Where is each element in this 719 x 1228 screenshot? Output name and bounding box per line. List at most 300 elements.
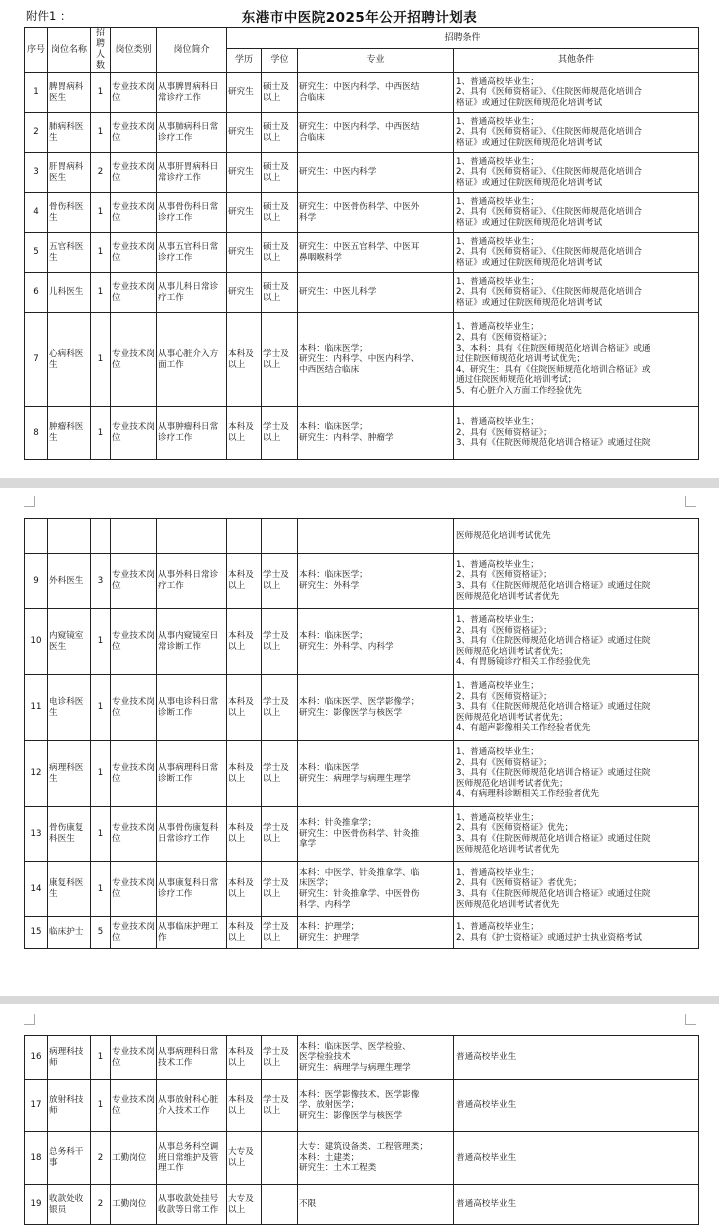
cell-major-line: 合临床 — [299, 132, 325, 143]
cell-degree: 硕士及以上 — [262, 233, 298, 273]
cell-hire-count: 1 — [91, 609, 111, 675]
cell-description: 从事病理科日常技术工作 — [157, 1036, 227, 1080]
cell-other-conditions-line: 格证》或通过住院医师规范化培训考试 — [456, 97, 603, 108]
cell-seq: 15 — [25, 917, 48, 949]
page-1 — [0, 0, 719, 478]
cell-major-line: 本科：临床医学； — [299, 570, 368, 581]
cell-hire-count: 2 — [91, 1185, 111, 1225]
cell-education: 大专及以上 — [227, 1132, 262, 1185]
cell-other-conditions-line: 1、普通高校毕业生； — [456, 747, 539, 758]
cell-seq: 19 — [25, 1185, 48, 1225]
header-education: 学历 — [227, 49, 262, 73]
cell-position-name: 放射科技师 — [48, 1080, 91, 1132]
cell-hire-count: 1 — [91, 407, 111, 460]
header-degree: 学位 — [262, 49, 298, 73]
cell-description: 从事心脏介入方面工作 — [157, 313, 227, 407]
cell-other-conditions — [454, 807, 699, 862]
cell-description: 从事内窥镜室日常诊断工作 — [157, 609, 227, 675]
cell-other-conditions-line: 4、有超声影像相关工作经验者优先 — [456, 723, 591, 734]
table-row — [25, 153, 699, 193]
cell-description: 从事脾胃病科日常诊疗工作 — [157, 73, 227, 113]
cell-major-line: 大专：建筑设备类、工程管理类； — [299, 1142, 428, 1153]
cell-other-conditions-line: 3、具有《住院医师规范化培训合格证》或通过住院 — [456, 834, 651, 844]
cell-category: 专业技术岗位 — [111, 113, 157, 153]
cell-position-name: 外科医生 — [48, 554, 91, 609]
cell-category: 工勤岗位 — [111, 1185, 157, 1225]
cell-seq: 7 — [25, 313, 48, 407]
cell-category: 专业技术岗位 — [111, 407, 157, 460]
cell-position-name: 电诊科医生 — [48, 675, 91, 741]
cell-major — [298, 313, 454, 407]
cell-category: 专业技术岗位 — [111, 153, 157, 193]
cell-degree: 硕士及以上 — [262, 73, 298, 113]
cell-other-conditions-line: 格证》或通过住院医师规范化培训考试 — [456, 217, 603, 228]
table-row — [25, 807, 699, 862]
cell-degree: 硕士及以上 — [262, 193, 298, 233]
cell-major-line: 研究生：中医内科学、中西医结 — [299, 121, 420, 132]
cell-other-conditions-line: 4、有病理科诊断相关工作经验者优先 — [456, 789, 599, 800]
cell-hire-count: 3 — [91, 554, 111, 609]
cell-education: 本科及以上 — [227, 675, 262, 741]
table-row — [25, 609, 699, 675]
cell-major-line: 中西医结合临床 — [299, 364, 360, 375]
cell-major-line: 科学 — [299, 212, 317, 223]
cell-hire-count: 1 — [91, 675, 111, 741]
cell-education: 研究生 — [227, 153, 262, 193]
cell-other-conditions — [454, 554, 699, 609]
cell-major-line: 研究生：中医内科学、中西医结 — [299, 81, 420, 92]
cell-other-conditions-line: 3、具有《住院医师规范化培训合格证》或通过住院 — [456, 636, 651, 647]
cell-position-name: 骨伤康复科医生 — [48, 807, 91, 862]
cell-other-conditions-line: 2、具有《医师资格证》； — [456, 625, 552, 636]
cell-major-line: 学、放射医学； — [299, 1100, 360, 1111]
cell-major — [298, 407, 454, 460]
cell-other-conditions — [454, 407, 699, 460]
cell-major-line: 本科：临床医学； — [299, 343, 368, 354]
cell-other-conditions-line: 医师规范化培训考试优先 — [456, 530, 551, 541]
cell-major — [298, 519, 454, 554]
cell-major-line: 研究生：内科学、中医内科学、 — [299, 354, 420, 365]
cell-education: 本科及以上 — [227, 862, 262, 917]
table-row — [25, 1036, 699, 1080]
crop-mark — [24, 1014, 35, 1025]
cell-other-conditions-line: 1、普通高校毕业生； — [456, 196, 539, 207]
cell-hire-count: 5 — [91, 917, 111, 949]
cell-description: 从事康复科日常诊疗工作 — [157, 862, 227, 917]
header-position-name: 岗位名称 — [48, 28, 91, 73]
cell-education: 本科及以上 — [227, 609, 262, 675]
cell-degree: 硕士及以上 — [262, 113, 298, 153]
header-seq: 序号 — [25, 28, 48, 73]
cell-major-line: 研究生：内科学、肿瘤学 — [299, 433, 394, 443]
cell-other-conditions-line: 2、具有《医师资格证》、《住院医师规范化培训合 — [456, 167, 642, 178]
cell-seq: 10 — [25, 609, 48, 675]
cell-seq: 17 — [25, 1080, 48, 1132]
recruitment-table-page-3 — [24, 1035, 699, 1225]
cell-other-conditions-line: 1、普通高校毕业生； — [456, 867, 539, 878]
cell-hire-count: 2 — [91, 1132, 111, 1185]
cell-hire-count: 1 — [91, 113, 111, 153]
cell-other-conditions — [454, 73, 699, 113]
cell-other-conditions-line: 格证》或通过住院医师规范化培训考试 — [456, 257, 603, 268]
cell-major-line: 医学检验技术 — [299, 1052, 351, 1063]
cell-other-conditions-line: 1、普通高校毕业生； — [456, 156, 539, 167]
cell-seq: 6 — [25, 273, 48, 313]
header-hire-count: 招聘人数 — [91, 28, 111, 73]
cell-other-conditions-line: 普通高校毕业生 — [456, 1199, 517, 1210]
cell-major-line: 研究生：影像医学与核医学 — [299, 1110, 403, 1121]
cell-major — [298, 609, 454, 675]
cell-education: 本科及以上 — [227, 407, 262, 460]
cell-major — [298, 233, 454, 273]
cell-category: 专业技术岗位 — [111, 917, 157, 949]
cell-major-line: 研究生：土木工程类 — [299, 1163, 377, 1174]
cell-other-conditions — [454, 1036, 699, 1080]
header-category: 岗位类别 — [111, 28, 157, 73]
cell-other-conditions-line: 2、具有《医师资格证》、《住院医师规范化培训合 — [456, 247, 642, 258]
document-title: 东港市中医院2025年公开招聘计划表 — [241, 10, 478, 26]
cell-hire-count: 1 — [91, 862, 111, 917]
cell-degree: 硕士及以上 — [262, 153, 298, 193]
cell-major — [298, 554, 454, 609]
table-row — [25, 675, 699, 741]
cell-other-conditions-line: 2、具有《护士资格证》或通过护士执业资格考试 — [456, 932, 642, 943]
cell-description: 从事外科日常诊疗工作 — [157, 554, 227, 609]
cell-category: 专业技术岗位 — [111, 675, 157, 741]
cell-position-name: 收款处收银员 — [48, 1185, 91, 1225]
recruitment-table-page-2 — [24, 518, 699, 949]
cell-major — [298, 917, 454, 949]
cell-position-name: 五官科医生 — [48, 233, 91, 273]
cell-other-conditions-line: 通过住院医师规范化培训考试； — [456, 375, 577, 386]
cell-other-conditions-line: 2、具有《医师资格证》、《住院医师规范化培训合 — [456, 287, 642, 298]
cell-seq: 1 — [25, 73, 48, 113]
cell-major-line: 拿学 — [299, 839, 317, 850]
cell-category: 专业技术岗位 — [111, 193, 157, 233]
header-major: 专业 — [298, 49, 454, 73]
table-row — [25, 554, 699, 609]
cell-other-conditions-line: 医师规范化培训考试者优先； — [456, 778, 568, 789]
cell-major-line: 科学、内科学 — [299, 899, 351, 910]
cell-description: 从事放射科心脏介入技术工作 — [157, 1080, 227, 1132]
crop-mark — [24, 496, 35, 507]
table-row — [25, 193, 699, 233]
cell-other-conditions — [454, 113, 699, 153]
cell-other-conditions — [454, 917, 699, 949]
cell-other-conditions-line: 医师规范化培训考试者优先； — [456, 646, 568, 657]
cell-category: 专业技术岗位 — [111, 273, 157, 313]
page-3 — [0, 1004, 719, 1228]
cell-education: 本科及以上 — [227, 554, 262, 609]
crop-mark — [685, 496, 696, 507]
table-row — [25, 113, 699, 153]
cell-hire-count: 1 — [91, 273, 111, 313]
cell-degree — [262, 1132, 298, 1185]
cell-major-line: 研究生：中医内科学 — [299, 167, 377, 178]
cell-other-conditions-line: 1、普通高校毕业生； — [456, 559, 539, 570]
cell-major-line: 研究生：外科学、内科学 — [299, 641, 394, 652]
cell-other-conditions-line: 普通高校毕业生 — [456, 1052, 517, 1063]
cell-category: 专业技术岗位 — [111, 73, 157, 113]
cell-other-conditions — [454, 519, 699, 554]
cell-degree: 学士及以上 — [262, 741, 298, 807]
cell-degree: 学士及以上 — [262, 917, 298, 949]
cell-description: 从事肿瘤科日常诊疗工作 — [157, 407, 227, 460]
cell-other-conditions-line: 格证》或通过住院医师规范化培训考试 — [456, 137, 603, 148]
cell-major — [298, 862, 454, 917]
cell-other-conditions-line: 2、具有《医师资格证》、《住院医师规范化培训合 — [456, 207, 642, 218]
cell-other-conditions-line: 医师规范化培训考试者优先 — [456, 591, 560, 602]
cell-other-conditions-line: 3、具有《住院医师规范化培训合格证》或通过住院 — [456, 768, 651, 779]
cell-other-conditions-line: 2、具有《医师资格证》、《住院医师规范化培训合 — [456, 127, 642, 138]
cell-other-conditions — [454, 1132, 699, 1185]
cell-other-conditions-line: 医师规范化培训考试者优先 — [456, 844, 560, 855]
cell-position-name: 病理科技师 — [48, 1036, 91, 1080]
cell-major-line: 本科：临床医学； — [299, 422, 368, 433]
page-gap — [0, 996, 719, 1004]
cell-degree: 学士及以上 — [262, 807, 298, 862]
cell-hire-count: 1 — [91, 741, 111, 807]
cell-other-conditions — [454, 193, 699, 233]
cell-major — [298, 193, 454, 233]
cell-other-conditions-line: 1、普通高校毕业生； — [456, 116, 539, 127]
cell-category: 专业技术岗位 — [111, 609, 157, 675]
cell-hire-count: 1 — [91, 313, 111, 407]
cell-hire-count: 2 — [91, 153, 111, 193]
cell-description: 从事肺病科日常诊疗工作 — [157, 113, 227, 153]
cell-category: 专业技术岗位 — [111, 807, 157, 862]
cell-major — [298, 113, 454, 153]
cell-other-conditions-line: 格证》或通过住院医师规范化培训考试 — [456, 297, 603, 308]
cell-description: 从事五官科日常诊疗工作 — [157, 233, 227, 273]
cell-other-conditions-line: 1、普通高校毕业生； — [456, 236, 539, 247]
recruitment-table-page-1 — [24, 27, 699, 460]
cell-seq: 16 — [25, 1036, 48, 1080]
cell-position-name: 内窥镜室医生 — [48, 609, 91, 675]
cell-major-line: 不限 — [299, 1199, 317, 1210]
table-row — [25, 73, 699, 113]
annex-label: 附件1 ： — [26, 9, 72, 23]
cell-other-conditions-line: 3、具有《住院医师规范化培训合格证》或通过住院 — [456, 581, 651, 591]
cell-other-conditions-line: 1、普通高校毕业生； — [456, 812, 539, 823]
cell-other-conditions — [454, 233, 699, 273]
cell-seq: 2 — [25, 113, 48, 153]
cell-other-conditions-line: 1、普通高校毕业生； — [456, 276, 539, 287]
cell-education: 研究生 — [227, 113, 262, 153]
cell-degree: 学士及以上 — [262, 862, 298, 917]
cell-description: 从事临床护理工作 — [157, 917, 227, 949]
cell-other-conditions-line: 3、具有《住院医师规范化培训合格证》或通过住院 — [456, 702, 651, 713]
cell-major-line: 床医学； — [299, 878, 334, 889]
cell-major-line: 本科：医学影像技术、医学影像 — [299, 1089, 420, 1100]
table-row — [25, 862, 699, 917]
cell-major-line: 本科：针灸推拿学； — [299, 818, 377, 829]
cell-other-conditions-line: 2、具有《医师资格证》； — [456, 570, 552, 581]
cell-other-conditions-line: 2、具有《医师资格证》者优先； — [456, 878, 582, 889]
cell-other-conditions-line: 医师规范化培训考试者优先； — [456, 712, 568, 723]
cell-other-conditions-line: 过住院医师规范化培训考试优先； — [456, 354, 585, 365]
cell-major-line: 本科：中医学、针灸推拿学、临 — [299, 867, 420, 878]
cell-description — [157, 519, 227, 554]
header-description: 岗位简介 — [157, 28, 227, 73]
cell-category: 专业技术岗位 — [111, 741, 157, 807]
cell-description: 从事儿科日常诊疗工作 — [157, 273, 227, 313]
cell-description: 从事总务科空调班日常维护及管理工作 — [157, 1132, 227, 1185]
cell-category: 专业技术岗位 — [111, 1080, 157, 1132]
cell-description: 从事骨伤科日常诊疗工作 — [157, 193, 227, 233]
cell-degree: 硕士及以上 — [262, 273, 298, 313]
cell-other-conditions-line: 3、具有《住院医师规范化培训合格证》或通过住院 — [456, 889, 651, 899]
cell-major-line: 研究生：外科学 — [299, 581, 360, 591]
cell-category: 专业技术岗位 — [111, 313, 157, 407]
cell-other-conditions-line: 1、普通高校毕业生； — [456, 615, 539, 626]
cell-other-conditions — [454, 675, 699, 741]
cell-other-conditions — [454, 1080, 699, 1132]
table-row — [25, 233, 699, 273]
cell-category: 专业技术岗位 — [111, 862, 157, 917]
cell-other-conditions-line: 1、普通高校毕业生； — [456, 417, 539, 428]
cell-degree: 学士及以上 — [262, 313, 298, 407]
cell-category: 专业技术岗位 — [111, 1036, 157, 1080]
cell-position-name: 儿科医生 — [48, 273, 91, 313]
cell-major-line: 研究生：病理学与病理生理学 — [299, 1062, 411, 1073]
cell-other-conditions-line: 2、具有《医师资格证》； — [456, 757, 552, 768]
cell-other-conditions — [454, 1185, 699, 1225]
cell-major — [298, 1132, 454, 1185]
cell-degree: 学士及以上 — [262, 407, 298, 460]
cell-other-conditions — [454, 153, 699, 193]
cell-seq: 5 — [25, 233, 48, 273]
cell-degree: 学士及以上 — [262, 675, 298, 741]
cell-position-name: 肿瘤科医生 — [48, 407, 91, 460]
cell-other-conditions-line: 2、具有《医师资格证》、《住院医师规范化培训合 — [456, 87, 642, 98]
header-conditions: 招聘条件 — [227, 28, 699, 49]
cell-education: 大专及以上 — [227, 1185, 262, 1225]
cell-degree — [262, 519, 298, 554]
cell-other-conditions-line: 1、普通高校毕业生； — [456, 322, 539, 333]
cell-other-conditions-line: 1、普通高校毕业生； — [456, 921, 539, 932]
cell-other-conditions — [454, 609, 699, 675]
cell-hire-count: 1 — [91, 233, 111, 273]
cell-description: 从事肝胃病科日常诊疗工作 — [157, 153, 227, 193]
cell-major-line: 研究生：中医儿科学 — [299, 287, 377, 298]
cell-major — [298, 807, 454, 862]
cell-seq: 18 — [25, 1132, 48, 1185]
table-row — [25, 917, 699, 949]
cell-major-line: 本科：临床医学、医学影像学； — [299, 696, 420, 707]
cell-position-name: 总务科干事 — [48, 1132, 91, 1185]
cell-other-conditions-line: 1、普通高校毕业生； — [456, 76, 539, 87]
cell-education — [227, 519, 262, 554]
cell-major-line: 研究生：病理学与病理生理学 — [299, 773, 411, 784]
cell-major — [298, 675, 454, 741]
cell-major-line: 本科：土建类； — [299, 1152, 360, 1163]
table-row — [25, 741, 699, 807]
cell-category: 工勤岗位 — [111, 1132, 157, 1185]
crop-mark — [685, 1014, 696, 1025]
cell-position-name — [48, 519, 91, 554]
cell-position-name: 病理科医生 — [48, 741, 91, 807]
page-2 — [0, 488, 719, 996]
cell-education: 研究生 — [227, 273, 262, 313]
cell-category: 专业技术岗位 — [111, 554, 157, 609]
cell-seq: 14 — [25, 862, 48, 917]
cell-degree — [262, 1185, 298, 1225]
cell-major — [298, 741, 454, 807]
cell-degree: 学士及以上 — [262, 1080, 298, 1132]
cell-major-line: 本科：临床医学； — [299, 630, 368, 641]
cell-seq — [25, 519, 48, 554]
table-row — [25, 407, 699, 460]
page-gap — [0, 478, 719, 488]
cell-position-name: 临床护士 — [48, 917, 91, 949]
cell-other-conditions — [454, 273, 699, 313]
cell-education: 本科及以上 — [227, 1080, 262, 1132]
cell-other-conditions-line: 4、有胃肠镜诊疗相关工作经验优先 — [456, 657, 591, 668]
cell-education: 研究生 — [227, 73, 262, 113]
cell-major-line: 研究生：中医骨伤科学、针灸推 — [299, 828, 420, 839]
cell-other-conditions-line: 2、具有《医师资格证》； — [456, 691, 552, 702]
cell-other-conditions-line: 2、具有《医师资格证》； — [456, 333, 552, 344]
cell-major — [298, 153, 454, 193]
cell-seq: 3 — [25, 153, 48, 193]
cell-hire-count: 1 — [91, 807, 111, 862]
cell-position-name: 心病科医生 — [48, 313, 91, 407]
cell-other-conditions-line: 4、研究生：具有《住院医师规范化培训合格证》或 — [456, 364, 651, 375]
cell-hire-count: 1 — [91, 1036, 111, 1080]
table-row — [25, 273, 699, 313]
cell-degree: 学士及以上 — [262, 554, 298, 609]
cell-major-line: 鼻咽喉科学 — [299, 252, 342, 263]
cell-description: 从事电诊科日常诊断工作 — [157, 675, 227, 741]
cell-seq: 8 — [25, 407, 48, 460]
cell-major — [298, 1036, 454, 1080]
cell-category: 专业技术岗位 — [111, 233, 157, 273]
cell-other-conditions — [454, 741, 699, 807]
cell-major-line: 本科：临床医学 — [299, 762, 360, 773]
cell-hire-count: 1 — [91, 193, 111, 233]
cell-position-name: 脾胃病科医生 — [48, 73, 91, 113]
cell-degree: 学士及以上 — [262, 1036, 298, 1080]
cell-major — [298, 73, 454, 113]
cell-hire-count: 1 — [91, 73, 111, 113]
cell-degree: 学士及以上 — [262, 609, 298, 675]
cell-education: 本科及以上 — [227, 313, 262, 407]
cell-description: 从事病理科日常诊断工作 — [157, 741, 227, 807]
cell-other-conditions-line: 医师规范化培训考试者优先 — [456, 899, 560, 910]
table-row — [25, 519, 699, 554]
cell-major — [298, 273, 454, 313]
table-row — [25, 1132, 699, 1185]
cell-seq: 11 — [25, 675, 48, 741]
cell-seq: 12 — [25, 741, 48, 807]
cell-major-line: 研究生：中医五官科学、中医耳 — [299, 241, 420, 252]
cell-education: 本科及以上 — [227, 917, 262, 949]
cell-other-conditions — [454, 862, 699, 917]
cell-category — [111, 519, 157, 554]
cell-seq: 9 — [25, 554, 48, 609]
cell-major — [298, 1080, 454, 1132]
cell-other-conditions-line: 3、具有《住院医师规范化培训合格证》或通过住院 — [456, 438, 651, 449]
cell-other-conditions-line: 5、有心脏介入方面工作经验优先 — [456, 385, 582, 396]
cell-major-line: 研究生：影像医学与核医学 — [299, 707, 403, 718]
cell-major-line: 研究生：针灸推拿学、中医骨伤 — [299, 889, 420, 899]
cell-position-name: 肝胃病科医生 — [48, 153, 91, 193]
cell-other-conditions-line: 普通高校毕业生 — [456, 1152, 517, 1163]
cell-education: 本科及以上 — [227, 807, 262, 862]
header-other: 其他条件 — [454, 49, 699, 73]
cell-position-name: 骨伤科医生 — [48, 193, 91, 233]
